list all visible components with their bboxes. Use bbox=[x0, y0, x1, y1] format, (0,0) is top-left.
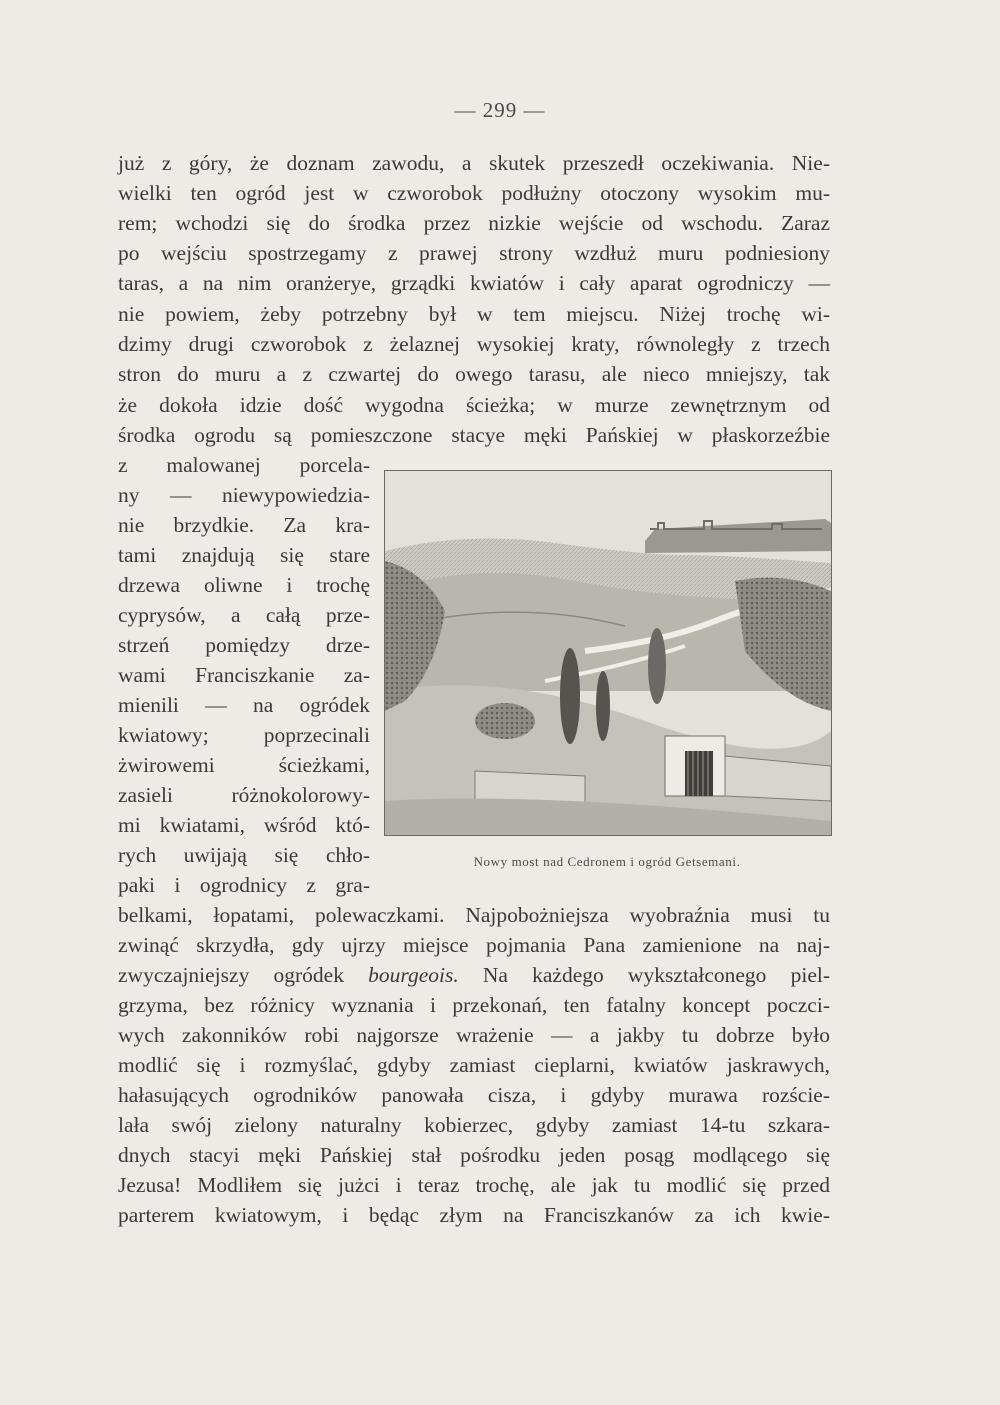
text-line: strzeń pomiędzy drze- bbox=[118, 633, 370, 657]
text-line: nie powiem, żeby potrzebny był w tem miejscu. Niżej trochę wi- bbox=[118, 302, 830, 326]
page-number: — 299 — bbox=[454, 98, 546, 122]
illustration-kidron-bridge bbox=[384, 470, 832, 836]
text-line: po wejściu spostrzegamy z prawej strony wzdłuż muru podniesiony bbox=[118, 241, 830, 265]
text-line: kwiatowy; poprzecinali bbox=[118, 723, 370, 747]
text-line: cyprysów, a całą prze- bbox=[118, 603, 370, 627]
text-line: zwinąć skrzydła, gdy ujrzy miejsce pojmania Pana zamienione na naj- bbox=[118, 933, 830, 957]
italic-word: bourgeois. bbox=[368, 963, 459, 987]
text-line: środka ogrodu są pomieszczone stacye męki Pańskiej w płaskorzeźbie bbox=[118, 423, 830, 447]
text-line: zasieli różnokolorowy- bbox=[118, 783, 370, 807]
text-line: hałasujących ogrodników panowała cisza, i gdyby murawa rozście- bbox=[118, 1083, 830, 1107]
text-line: ny — niewypowiedzia- bbox=[118, 483, 370, 507]
text-line: parterem kwiatowym, i będąc złym na Franciszkanów za ich kwie- bbox=[118, 1203, 830, 1227]
text-line: drzewa oliwne i trochę bbox=[118, 573, 370, 597]
text-line: że dokoła idzie dość wygodna ścieżka; w murze zewnętrznym od bbox=[118, 393, 830, 417]
text-line: dnych stacyi męki Pańskiej stał pośrodku jeden posąg modlącego się bbox=[118, 1143, 830, 1167]
text-line: taras, a na nim oranżerye, grządki kwiatów i cały aparat ogrodniczy — bbox=[118, 271, 830, 295]
text-line: belkami, łopatami, polewaczkami. Najpobożniejsza wyobraźnia musi tu bbox=[118, 903, 830, 927]
text-line: tami znajdują się stare bbox=[118, 543, 370, 567]
text-line: mienili — na ogródek bbox=[118, 693, 370, 717]
text-line: modlić się i rozmyślać, gdyby zamiast cieplarni, kwiatów jaskrawych, bbox=[118, 1053, 830, 1077]
text-line: lała swój zielony naturalny kobierzec, gdyby zamiast 14-tu szkara- bbox=[118, 1113, 830, 1137]
text-line: nie brzydkie. Za kra- bbox=[118, 513, 370, 537]
text-line: rem; wchodzi się do środka przez nizkie wejście od wschodu. Zaraz bbox=[118, 211, 830, 235]
text-line: Jezusa! Modliłem się jużci i teraz trochę, ale jak tu modlić się przed bbox=[118, 1173, 830, 1197]
text-line: grzyma, bez różnicy wyznania i przekonań, ten fatalny koncept poczci- bbox=[118, 993, 830, 1017]
text-line bbox=[118, 962, 830, 988]
text-line: wych zakonników robi najgorsze wrażenie — a jakby tu dobrze było bbox=[118, 1023, 830, 1047]
text-span: Na każdego wykształconego piel- bbox=[482, 963, 830, 987]
text-span: zwyczajniejszy ogródek bbox=[118, 963, 344, 987]
text-line: dzimy drugi czworobok z żelaznej wysokiej kraty, równoległy z trzech bbox=[118, 332, 830, 356]
text-line: żwirowemi ścieżkami, bbox=[118, 753, 370, 777]
figure-caption: Nowy most nad Cedronem i ogród Getsemani. bbox=[473, 854, 741, 869]
text-line: mi kwiatami, wśród któ- bbox=[118, 813, 370, 837]
text-line: rych uwijają się chło- bbox=[118, 843, 370, 867]
text-line: z malowanej porcela- bbox=[118, 453, 370, 477]
text-line: już z góry, że doznam zawodu, a skutek przeszedł oczekiwania. Nie- bbox=[118, 151, 830, 175]
text-line: wielki ten ogród jest w czworobok podłużny otoczony wysokim mu- bbox=[118, 181, 830, 205]
text-line: paki i ogrodnicy z gra- bbox=[118, 873, 370, 897]
text-line: stron do muru a z czwartej do owego tarasu, ale nieco mniejszy, tak bbox=[118, 362, 830, 386]
text-line: wami Franciszkanie za- bbox=[118, 663, 370, 687]
